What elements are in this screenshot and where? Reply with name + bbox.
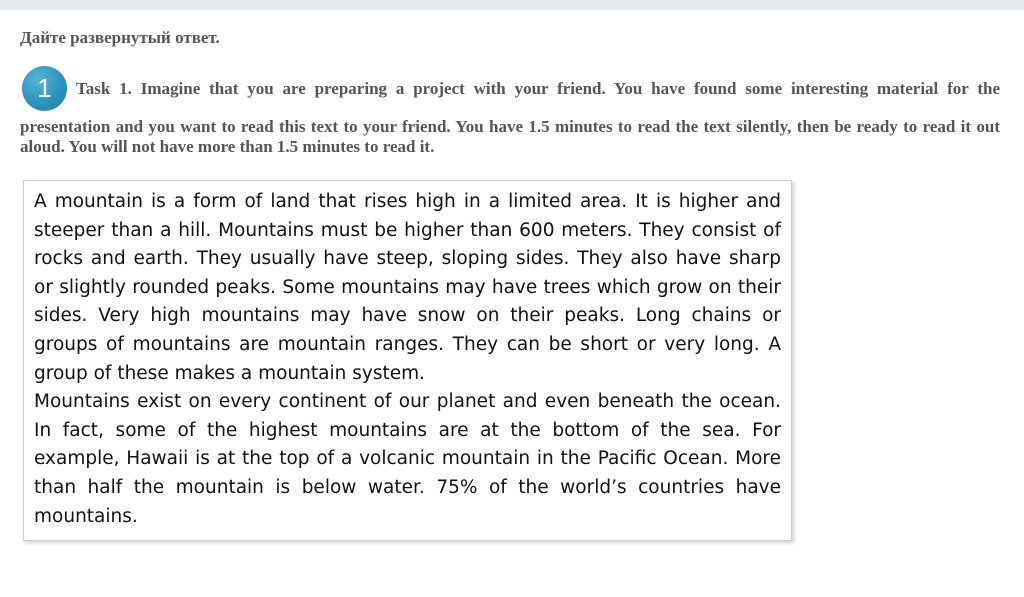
task-text-first-line: Task 1. Imagine that you are preparing a project with your friend. You have found some interesting material for the: [76, 79, 1000, 98]
task-number-badge: 1: [22, 66, 67, 111]
instruction-text: Дайте развернутый ответ.: [20, 28, 220, 47]
task-text-continuation: presentation and you want to read this text to your friend. You have 1.5 minutes to read the text silently, then be ready to read it out aloud. You will not have more than 1.5 minutes to read it.: [20, 117, 1000, 156]
reading-text-box: [23, 180, 792, 541]
reading-paragraph-2: Mountains exist on every continent of our planet and even beneath the ocean. In fact, some of the highest mountains are at the bottom of the sea. For example, Hawaii is at the top of a volcanic mountain in the Pacific Ocean. More than half the mountain is below water. 75% of the world’s countries have mountains.: [34, 391, 781, 527]
top-strip: [0, 0, 1024, 10]
reading-paragraph-1: A mountain is a form of land that rises high in a limited area. It is higher and steeper than a hill. Mountains must be higher than 600 meters. They consist of rocks and earth. They usually have steep, sloping sides. They also have sharp or slightly rounded peaks. Some mountains may have trees which grow on their sides. Very high mountains may have snow on their peaks. Long chains or groups of mountains are mountain ranges. They can be short or very long. A group of these makes a mountain system.: [34, 191, 781, 384]
